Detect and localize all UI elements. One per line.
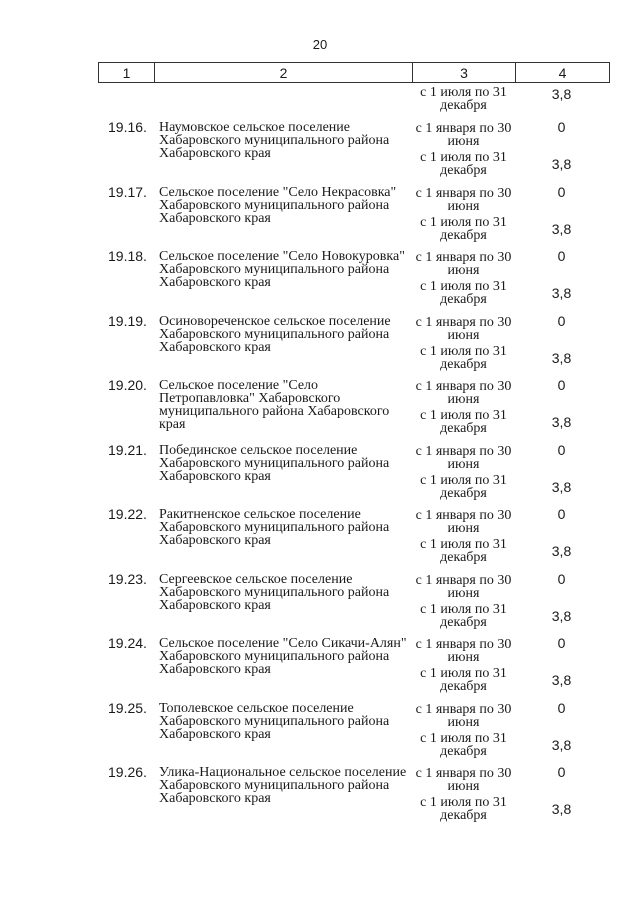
rate-second-half: 3,8 — [551, 285, 572, 301]
row-rates — [515, 119, 608, 184]
row-name: Сельское поселение "Село Петропавловка" Хабаровского муниципального района Хабаровского края — [159, 378, 390, 432]
rate-second-half: 3,8 — [551, 801, 572, 817]
table-row — [98, 184, 610, 249]
row-name — [154, 86, 412, 120]
rate-first-half: 0 — [557, 441, 566, 458]
row-rate: 3,8 — [551, 86, 572, 102]
rate-first-half: 0 — [557, 377, 566, 393]
rate-first-half: 0 — [557, 764, 566, 780]
period-first-half: с 1 января по 30 июня — [415, 637, 512, 665]
table-row-continuation — [98, 86, 610, 119]
row-number: 19.23. — [108, 570, 147, 587]
row-periods — [412, 377, 515, 442]
row-period: с 1 июля по 31 декабря — [420, 85, 507, 113]
period-second-half: с 1 июля по 31 декабря — [420, 343, 507, 372]
row-name: Сельское поселение "Село Некрасовка" Хабаровского муниципального района Хабаровского края — [159, 184, 397, 226]
row-number: 19.25. — [108, 699, 147, 716]
rate-second-half: 3,8 — [551, 478, 572, 495]
period-first-half: с 1 января по 30 июня — [415, 121, 512, 149]
row-periods — [412, 442, 515, 507]
period-second-half: с 1 июля по 31 декабря — [420, 795, 507, 823]
header-col-4: 4 — [558, 64, 567, 81]
rate-second-half: 3,8 — [551, 349, 572, 366]
row-periods — [412, 764, 515, 829]
row-name: Сергеевское сельское поселение Хабаровского муниципального района Хабаровского края — [159, 571, 390, 613]
rate-first-half: 0 — [557, 248, 566, 264]
table-row — [98, 442, 610, 507]
table-row — [98, 700, 610, 765]
period-first-half: с 1 января по 30 июня — [415, 379, 512, 407]
period-first-half: с 1 января по 30 июня — [415, 701, 512, 730]
rate-second-half: 3,8 — [551, 672, 572, 688]
period-second-half: с 1 июля по 31 декабря — [420, 537, 507, 565]
row-periods — [412, 571, 515, 636]
period-second-half: с 1 июля по 31 декабря — [420, 472, 507, 501]
row-name: Побединское сельское поселение Хабаровского муниципального района Хабаровского края — [159, 442, 390, 484]
period-first-half: с 1 января по 30 июня — [415, 766, 512, 794]
rate-second-half: 3,8 — [551, 543, 572, 559]
row-number: 19.17. — [108, 183, 147, 200]
row-name: Улика-Национальное сельское поселение Хабаровского муниципального района Хабаровского края — [159, 765, 407, 806]
table-row — [98, 506, 610, 571]
rate-second-half: 3,8 — [551, 414, 572, 430]
table-row — [98, 313, 610, 378]
period-second-half: с 1 июля по 31 декабря — [420, 279, 507, 307]
row-number: 19.21. — [108, 441, 147, 458]
row-rates — [515, 506, 608, 571]
rate-second-half: 3,8 — [551, 156, 572, 172]
rate-first-half: 0 — [557, 506, 566, 522]
row-number: 19.16. — [108, 119, 147, 135]
rate-second-half: 3,8 — [551, 736, 572, 753]
row-rates — [515, 571, 608, 636]
period-second-half: с 1 июля по 31 декабря — [420, 150, 507, 178]
period-first-half: с 1 января по 30 июня — [415, 443, 512, 472]
row-name: Сельское поселение "Село Новокуровка" Хабаровского муниципального района Хабаровского края — [159, 249, 405, 290]
rate-second-half: 3,8 — [551, 220, 572, 237]
table-row — [98, 571, 610, 636]
table-rows — [98, 119, 610, 829]
row-periods — [412, 700, 515, 765]
page-number: 20 — [312, 37, 328, 52]
table-header — [98, 62, 610, 83]
row-periods — [412, 506, 515, 571]
header-col-2: 2 — [155, 63, 413, 82]
period-first-half: с 1 января по 30 июня — [415, 508, 512, 536]
header-col-3: 3 — [413, 63, 516, 82]
rate-first-half: 0 — [557, 635, 566, 651]
row-number: 19.19. — [108, 312, 147, 329]
period-second-half: с 1 июля по 31 декабря — [420, 214, 507, 243]
row-name: Тополевское сельское поселение Хабаровского муниципального района Хабаровского края — [159, 700, 390, 742]
period-second-half: с 1 июля по 31 декабря — [420, 730, 507, 759]
row-number: 19.18. — [108, 248, 147, 264]
rate-first-half: 0 — [557, 183, 566, 200]
row-name: Наумовское сельское поселение Хабаровского муниципального района Хабаровского края — [159, 120, 390, 161]
rate-second-half: 3,8 — [551, 607, 572, 624]
row-rates — [515, 635, 608, 700]
period-first-half: с 1 января по 30 июня — [415, 185, 512, 214]
row-periods — [412, 635, 515, 700]
row-periods — [412, 119, 515, 184]
period-second-half: с 1 июля по 31 декабря — [420, 666, 507, 694]
row-number: 19.26. — [108, 764, 147, 780]
rate-first-half: 0 — [557, 119, 566, 135]
row-periods — [412, 184, 515, 249]
row-rates — [515, 764, 608, 829]
row-rates — [515, 313, 608, 378]
row-name: Ракитненское сельское поселение Хабаровского муниципального района Хабаровского края — [159, 507, 390, 548]
row-rates — [515, 377, 608, 442]
row-name: Осиновореченское сельское поселение Хабаровского муниципального района Хабаровского края — [159, 313, 391, 355]
row-rates — [515, 700, 608, 765]
row-name: Сельское поселение "Село Сикачи-Алян" Хабаровского муниципального района Хабаровского края — [159, 636, 407, 677]
table-row — [98, 248, 610, 313]
row-number: 19.20. — [108, 377, 147, 393]
table-row — [98, 764, 610, 829]
row-number — [98, 86, 154, 119]
period-first-half: с 1 января по 30 июня — [415, 572, 512, 601]
row-periods — [412, 313, 515, 378]
period-first-half: с 1 января по 30 июня — [415, 250, 512, 278]
period-second-half: с 1 июля по 31 декабря — [420, 601, 507, 630]
period-second-half: с 1 июля по 31 декабря — [420, 408, 507, 436]
row-rates — [515, 442, 608, 507]
table-body — [98, 86, 610, 829]
row-number: 19.24. — [108, 635, 147, 651]
rate-first-half: 0 — [557, 699, 566, 716]
row-rates — [515, 184, 608, 249]
rate-first-half: 0 — [557, 312, 566, 329]
period-first-half: с 1 января по 30 июня — [415, 314, 512, 343]
row-rates — [515, 248, 608, 313]
table-row — [98, 119, 610, 184]
rate-first-half: 0 — [557, 570, 566, 587]
table-row — [98, 635, 610, 700]
table-row — [98, 377, 610, 442]
row-periods — [412, 248, 515, 313]
header-col-1: 1 — [99, 63, 155, 82]
row-number: 19.22. — [108, 506, 147, 522]
